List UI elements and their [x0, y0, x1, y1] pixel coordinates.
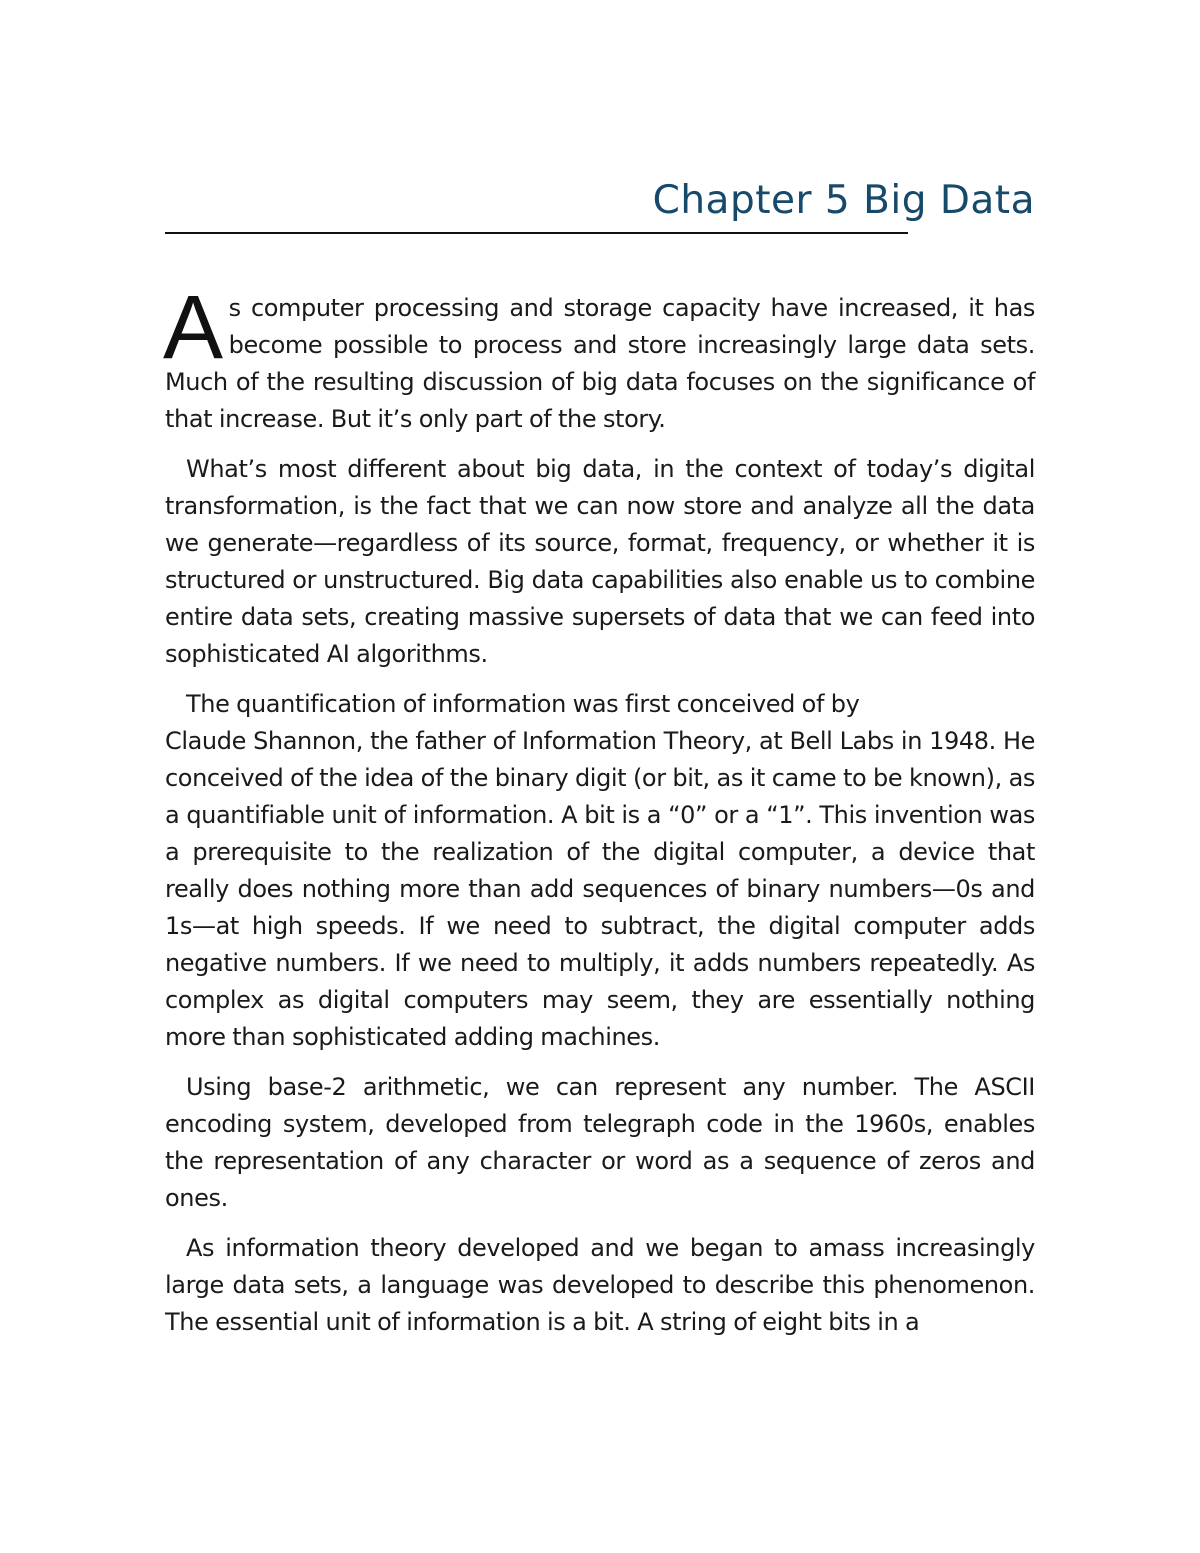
paragraph-1 [163, 278, 1035, 438]
body-text [163, 278, 1035, 1354]
paragraph-3-text: Claude Shannon, the father of Information Theory, at Bell Labs in 1948. He conceived of the idea of the binary digit (or bit, as it came to be known), as a quantifiable unit of information. A bit is a “0” or a “1”. This invention was a prerequisite to the realization of the digital computer, a device that really does nothing more than add sequences of binary numbers—0s and 1s—at high speeds. If we need to subtract, the digital computer adds negative numbers. If we need to multiply, it adds numbers repeatedly. As complex as digital computers may seem, they are essentially nothing more than sophisticated adding machines. [165, 727, 1035, 1051]
paragraph-4: Using base-2 arithmetic, we can represent any number. The ASCII encoding system, developed from telegraph code in the 1960s, enables the representation of any character or word as a sequence of zeros and ones. [165, 1073, 1035, 1212]
paragraph-3-first-line: The quantification of information was first conceived of by [186, 690, 860, 718]
chapter-title: Chapter 5 Big Data [652, 178, 1035, 223]
paragraph-3 [165, 686, 1035, 1056]
paragraph-5: As information theory developed and we began to amass increasingly large data sets, a language was developed to describe this phenomenon. The essential unit of information is a bit. A string of eight bits in a [165, 1234, 1035, 1336]
drop-cap: A [163, 278, 223, 378]
paragraph-2: What’s most different about big data, in the context of today’s digital transformation, is the fact that we can now store and analyze all the data we generate—regardless of its source, format, frequency, or whether it is structured or unstructured. Big data capabilities also enable us to combine entire data sets, creating massive supersets of data that we can feed into sophisticated AI algorithms. [165, 455, 1035, 668]
paragraph-1-text: s computer processing and storage capacity have increased, it has become possible to process and store increasingly large data sets. Much of the resulting discussion of big data focuses on the significance of that increase. But it’s only part of the story. [165, 294, 1035, 433]
title-rule [165, 232, 908, 234]
